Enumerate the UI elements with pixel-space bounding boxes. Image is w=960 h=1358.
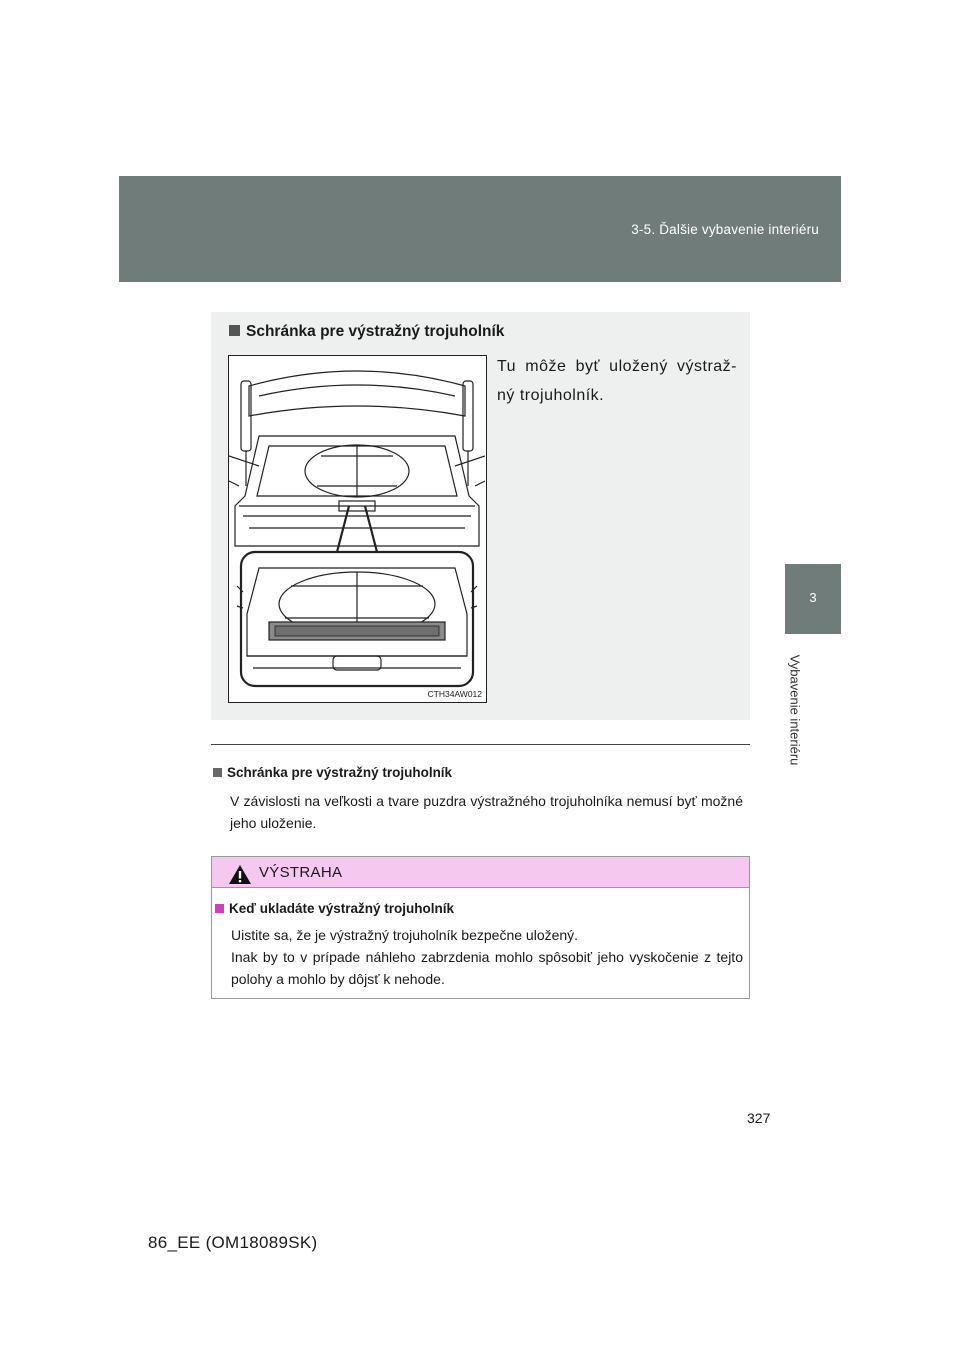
bullet-square-icon	[229, 325, 240, 336]
panel-caption: Tu môže byť uložený výstraž-ný trojuholník.	[497, 358, 737, 404]
warning-body	[231, 924, 743, 990]
chapter-title-text: Vybavenie interiéru	[787, 654, 803, 766]
section-divider	[211, 744, 750, 745]
warning-header	[212, 857, 749, 888]
chapter-tab	[785, 564, 841, 634]
bullet-square-icon	[215, 904, 224, 913]
chapter-side-title	[780, 645, 810, 775]
note-heading	[213, 765, 452, 780]
illustration-panel	[211, 312, 750, 720]
warning-title: VÝSTRAHA	[259, 864, 343, 881]
panel-heading-text: Schránka pre výstražný trojuholník	[246, 323, 505, 340]
warning-triangle-icon	[229, 865, 251, 884]
trunk-illustration	[228, 355, 487, 703]
panel-heading	[229, 323, 504, 341]
bullet-square-icon	[213, 768, 222, 777]
header-band	[119, 176, 841, 282]
warning-subheading	[215, 901, 454, 916]
chapter-number: 3	[809, 590, 817, 605]
note-body: V závislosti na veľkosti a tvare puzdra výstražného trojuholníka nemusí byť možné jeho uloženie.	[230, 793, 743, 831]
warning-line-2: Inak by to v prípade náhleho zabrzdenia mohlo spôsobiť jeho vyskočenie z tejto polohy a mohlo by dôjsť k nehode.	[231, 949, 743, 987]
warning-box	[211, 856, 750, 999]
trunk-drawing-icon	[229, 356, 485, 701]
page-number: 327	[747, 1110, 771, 1126]
warning-line-1: Uistite sa, že je výstražný trojuholník bezpečne uložený.	[231, 927, 579, 943]
note-heading-text: Schránka pre výstražný trojuholník	[227, 765, 453, 780]
section-title: 3-5. Ďalšie vybavenie interiéru	[631, 222, 819, 237]
figure-code: CTH34AW012	[427, 689, 482, 699]
document-code: 86_EE (OM18089SK)	[148, 1233, 318, 1252]
warning-subheading-text: Keď ukladáte výstražný trojuholník	[229, 901, 455, 916]
